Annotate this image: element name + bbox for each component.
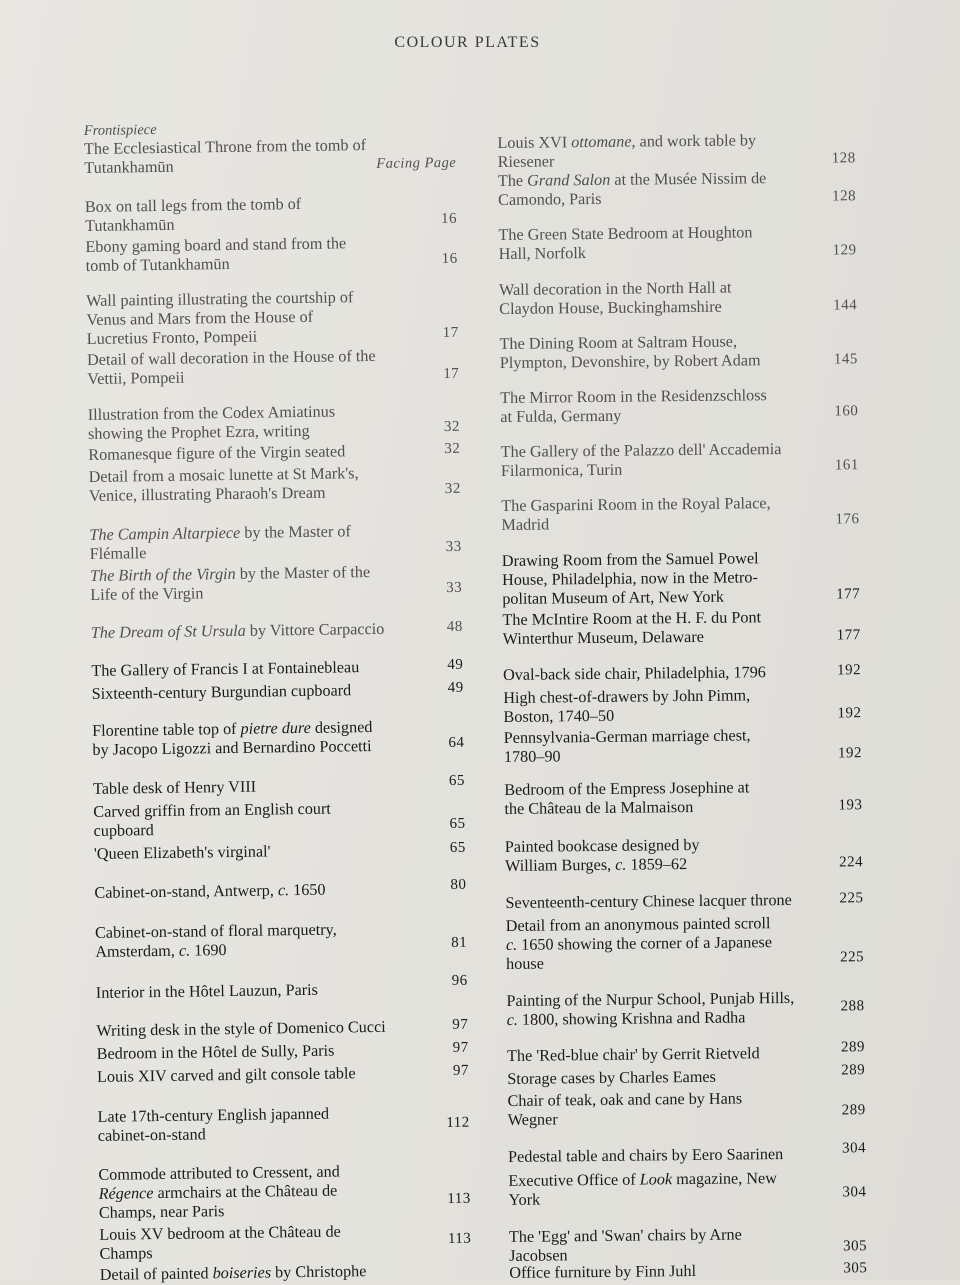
entry-text-continued: , and work table by Riesener <box>497 131 757 171</box>
entry-italic-term: ottomane <box>571 132 632 152</box>
entry-text: Florentine table top of <box>92 719 241 740</box>
entry-page-number: 17 <box>443 365 460 382</box>
entry-page-number: 304 <box>842 1184 867 1201</box>
entry-text: Bedroom of the Empress Josephine at the Château de la Malmaison <box>504 778 750 818</box>
entry-page-number: 17 <box>442 324 459 341</box>
entry-page-number: 65 <box>448 772 466 789</box>
plate-entry <box>85 233 457 276</box>
entry-text: The 'Egg' and 'Swan' chairs by Arne Jacobsen <box>508 1225 742 1265</box>
plate-entry <box>99 1221 471 1264</box>
entry-page-number: 65 <box>449 839 466 856</box>
entry-text: Table desk of Henry VIII <box>92 777 257 798</box>
entry-text-continued: by Christophe <box>270 1262 367 1282</box>
entry-text-continued: designed by Jacopo Ligozzi and Bernardino Poccetti <box>92 718 373 759</box>
entry-page-number: 176 <box>835 511 860 528</box>
plate-entry <box>507 1062 866 1089</box>
entry-page-number: 161 <box>834 457 859 474</box>
entry-text: Painted bookcase designed by William Burges, <box>504 835 700 875</box>
plate-entry <box>506 1039 866 1066</box>
plate-entry <box>98 1161 471 1223</box>
entry-page-number: 80 <box>450 876 467 893</box>
entry-text: Painting of the Nurpur School, Punjab Hills, <box>506 988 795 1010</box>
plate-entry <box>507 1088 865 1130</box>
entry-page-number: 97 <box>452 1062 470 1079</box>
entry-page-number: 288 <box>840 998 865 1015</box>
frontispiece-label: Frontispiece <box>83 121 157 139</box>
plate-entry <box>499 277 857 319</box>
plate-entry <box>93 798 465 841</box>
entry-text: Oval-back side chair, Philadelphia, 1796 <box>502 663 766 684</box>
entry-text-continued: 1650 <box>288 880 326 900</box>
entry-page-number: 177 <box>836 586 861 603</box>
entry-italic-title: The Birth of the Virgin <box>89 564 236 585</box>
entry-page-number: 144 <box>833 297 858 314</box>
entry-text: Wall painting illustrating the courtship of Venus and Mars from the House of Lucretius Fronto, Pompeii <box>86 288 354 348</box>
entry-text: Detail from an anonymous painted scroll <box>505 914 771 935</box>
plate-entry <box>97 1103 469 1146</box>
entry-text: The McIntire Room at the H. F. du Pont Winterthur Museum, Delaware <box>502 608 762 648</box>
plate-entry <box>503 685 861 727</box>
entry-italic-term: c. <box>615 855 627 874</box>
plate-entry <box>92 772 466 799</box>
plate-entry <box>506 913 865 974</box>
entry-page-number: 96 <box>451 972 468 989</box>
entry-text: Sixteenth-century Burgundian cupboard <box>91 681 352 703</box>
entry-text: Wall decoration in the North Hall at Claydon House, Buckinghamshire <box>498 278 732 318</box>
plate-entry <box>92 680 464 704</box>
entry-italic-term: Look <box>639 1170 673 1189</box>
entry-text: Romanesque figure of the Virgin seated <box>88 442 346 464</box>
entry-page-number: 128 <box>831 150 856 167</box>
entry-page-number: 177 <box>836 627 861 644</box>
entry-text: The 'Red-blue chair' by Gerrit Rietveld <box>506 1044 760 1065</box>
plate-entry <box>497 130 855 172</box>
entry-page-number: 192 <box>837 745 862 762</box>
entry-page-number: 112 <box>446 1114 470 1132</box>
entry-text: by Vittore Carpaccio <box>245 619 385 640</box>
entry-text-continued: armchairs at the Château de Champs, near Paris <box>98 1181 338 1222</box>
plate-entry <box>89 463 461 506</box>
plate-entry <box>91 619 463 643</box>
entry-text: Louis XIV carved and gilt console table <box>96 1064 356 1086</box>
entry-text: Commode attributed to Cressent, and <box>98 1162 340 1184</box>
plate-entry <box>503 662 861 685</box>
frontispiece-entry <box>84 117 457 178</box>
plate-entry <box>501 439 859 481</box>
entry-text-continued: 1800, showing Krishna and Radha <box>517 1008 746 1029</box>
entry-page-number: 16 <box>441 250 458 268</box>
entry-page-number: 289 <box>841 1102 866 1119</box>
entry-page-number: 49 <box>447 679 464 696</box>
entry-text: Pennsylvania-German marriage chest, 1780–90 <box>503 726 751 766</box>
plate-entry <box>97 1063 469 1087</box>
plate-entry <box>506 988 864 1030</box>
entry-text: Box on tall legs from the tomb of Tutankhamūn <box>84 194 302 235</box>
entry-page-number: 145 <box>833 351 858 368</box>
entry-page-number: 33 <box>445 538 462 555</box>
plate-entry <box>498 222 856 264</box>
plate-entry <box>92 717 464 760</box>
entry-text-continued: 1690 <box>190 941 227 960</box>
entry-page-number: 32 <box>444 440 461 457</box>
plate-entry <box>505 834 863 876</box>
entry-page-number: 16 <box>440 210 458 228</box>
plate-entry <box>502 607 860 649</box>
plate-entry <box>509 1224 867 1266</box>
page-heading: COLOUR PLATES <box>394 34 541 51</box>
plate-entry <box>504 777 862 819</box>
plate-entry <box>87 346 459 389</box>
entry-text: High chest-of-drawers by John Pimm, Boston, 1740–50 <box>503 686 751 726</box>
entry-page-number: 289 <box>840 1039 866 1056</box>
entry-page-number: 305 <box>843 1260 868 1277</box>
entry-text: Illustration from the Codex Amiatinus showing the Prophet Ezra, writing <box>87 402 336 443</box>
entry-page-number: 160 <box>834 403 859 420</box>
entry-text: Detail from a mosaic lunette at St Mark's, Venice, illustrating Pharaoh's Dream <box>88 464 359 505</box>
plate-entry <box>498 168 856 210</box>
entry-page-number: 65 <box>449 815 466 832</box>
entry-page-number: 192 <box>837 705 862 722</box>
plate-entry <box>501 493 859 535</box>
plate-entry <box>505 890 863 913</box>
entry-page-number: 289 <box>841 1062 866 1079</box>
entry-page-number: 129 <box>832 242 857 259</box>
entry-italic-term: Régence <box>98 1184 154 1203</box>
entry-page-number: 81 <box>451 934 468 951</box>
entry-text: The Gallery of Francis I at Fontainebleau <box>91 658 360 680</box>
entry-text: 'Queen Elizabeth's virginal' <box>93 842 271 863</box>
entry-italic-term: c. <box>277 881 290 900</box>
entry-page-number: 305 <box>842 1238 868 1255</box>
entry-text: by the Master of the Life of the Virgin <box>90 563 371 604</box>
entry-italic-title: The Campin Altarpiece <box>89 523 241 544</box>
plate-entry-partial <box>100 1261 472 1285</box>
entry-page-number: 32 <box>444 480 461 497</box>
entry-page-number: 193 <box>838 797 863 814</box>
entry-text: Carved griffin from an English court cupboard <box>93 799 331 840</box>
entry-page-number: 32 <box>443 418 461 435</box>
plate-entry <box>94 876 467 903</box>
entry-page-number: 304 <box>841 1140 867 1157</box>
entry-text: The Gasparini Room in the Royal Palace, Madrid <box>501 494 771 534</box>
entry-text: Late 17th-century English japanned cabinet-on-stand <box>97 1104 330 1145</box>
plate-entry <box>86 287 459 349</box>
entry-italic-term: c. <box>505 935 518 954</box>
entry-page-number: 224 <box>838 854 864 871</box>
plate-entry <box>88 401 460 444</box>
entry-text: by the Master of Flémalle <box>89 522 351 563</box>
entry-text: Cabinet-on-stand, Antwerp, <box>94 881 278 902</box>
entry-text: Detail of painted <box>99 1264 213 1284</box>
entry-text: Pedestal table and chairs by Eero Saarinen <box>508 1145 784 1166</box>
facing-page-label: Facing Page <box>376 154 457 172</box>
entry-page-number: 97 <box>452 1016 469 1033</box>
entry-page-number: 225 <box>839 949 865 966</box>
entry-text: Drawing Room from the Samuel Powel House, Philadelphia, now in the Metro- politan Museum of Art, New York <box>501 549 759 608</box>
entry-text: Louis XVI <box>497 133 572 152</box>
entry-page-number: 225 <box>839 890 864 907</box>
entry-page-number: 64 <box>448 734 465 751</box>
plate-entry <box>91 657 463 681</box>
entry-text: Interior in the Hôtel Lauzun, Paris <box>95 980 319 1002</box>
entry-text: Writing desk in the style of Domenico Cucci <box>96 1017 386 1040</box>
entry-italic-term: pietre dure <box>240 718 311 738</box>
entry-text: Ebony gaming board and stand from the tomb of Tutankhamūn <box>85 234 347 275</box>
plate-entry <box>89 521 461 564</box>
entry-text: Seventeenth-century Chinese lacquer throne <box>505 890 792 912</box>
entry-text: The Dining Room at Saltram House, Plympton, Devonshire, by Robert Adam <box>499 332 761 372</box>
plate-entry <box>97 1040 469 1064</box>
entry-page-number: 113 <box>447 1230 472 1248</box>
entry-page-number: 48 <box>446 618 463 635</box>
plate-entry <box>500 385 858 427</box>
entry-text: The <box>497 171 528 190</box>
entry-page-number: 128 <box>831 188 857 205</box>
entry-italic-term: c. <box>506 1010 519 1029</box>
entry-text: Office furniture by Finn Juhl <box>509 1261 697 1282</box>
entry-text-continued: 1650 showing the corner of a Japanese house <box>506 933 773 973</box>
plate-entry <box>502 548 861 609</box>
entry-text: Louis XV bedroom at the Château de Champs <box>99 1222 341 1263</box>
plate-entry <box>508 1168 866 1210</box>
entry-page-number: 97 <box>452 1039 469 1056</box>
entry-text: The Ecclesiastical Throne from the tomb of Tutankhamūn <box>83 136 367 177</box>
plate-entry <box>85 193 457 236</box>
entry-text: The Mirror Room in the Residenzschloss at Fulda, Germany <box>500 386 767 426</box>
entry-text: Bedroom in the Hôtel de Sully, Paris <box>96 1041 335 1063</box>
entry-text-continued: at the Musée Nissim de Camondo, Paris <box>498 169 767 209</box>
entry-italic-title: The Dream of St Ursula <box>90 621 246 642</box>
entry-italic-term: boiseries <box>212 1263 272 1283</box>
entry-text: Executive Office of <box>508 1170 640 1190</box>
plate-entry <box>95 919 467 962</box>
plate-entry <box>94 840 466 864</box>
entry-italic-term: Grand Salon <box>527 170 611 190</box>
entry-text: The Gallery of the Palazzo dell' Accademia Filarmonica, Turin <box>500 440 782 480</box>
plate-entry <box>95 972 468 1003</box>
plate-entry <box>96 1017 468 1041</box>
entry-text: Chair of teak, oak and cane by Hans Wegner <box>507 1089 743 1129</box>
entry-text: Detail of wall decoration in the House of the Vettii, Pompeii <box>86 346 376 388</box>
entry-text: Cabinet-on-stand of floral marquetry, Amsterdam, <box>94 920 337 961</box>
entry-text: The Green State Bedroom at Houghton Hall, Norfolk <box>498 223 753 263</box>
plate-entry <box>508 1140 867 1167</box>
entry-page-number: 49 <box>447 656 464 673</box>
entry-page-number: 33 <box>446 579 463 596</box>
plate-entry <box>88 441 460 465</box>
entry-italic-term: c. <box>178 941 191 960</box>
entry-text: Storage cases by Charles Eames <box>507 1067 716 1088</box>
plate-entry <box>504 725 862 767</box>
plate-entry <box>90 562 462 605</box>
entry-text-continued: magazine, New York <box>508 1169 777 1209</box>
entry-text-continued: 1859–62 <box>626 855 688 874</box>
plate-entry <box>500 331 858 373</box>
entry-page-number: 113 <box>447 1190 471 1208</box>
entry-page-number: 192 <box>836 662 862 679</box>
